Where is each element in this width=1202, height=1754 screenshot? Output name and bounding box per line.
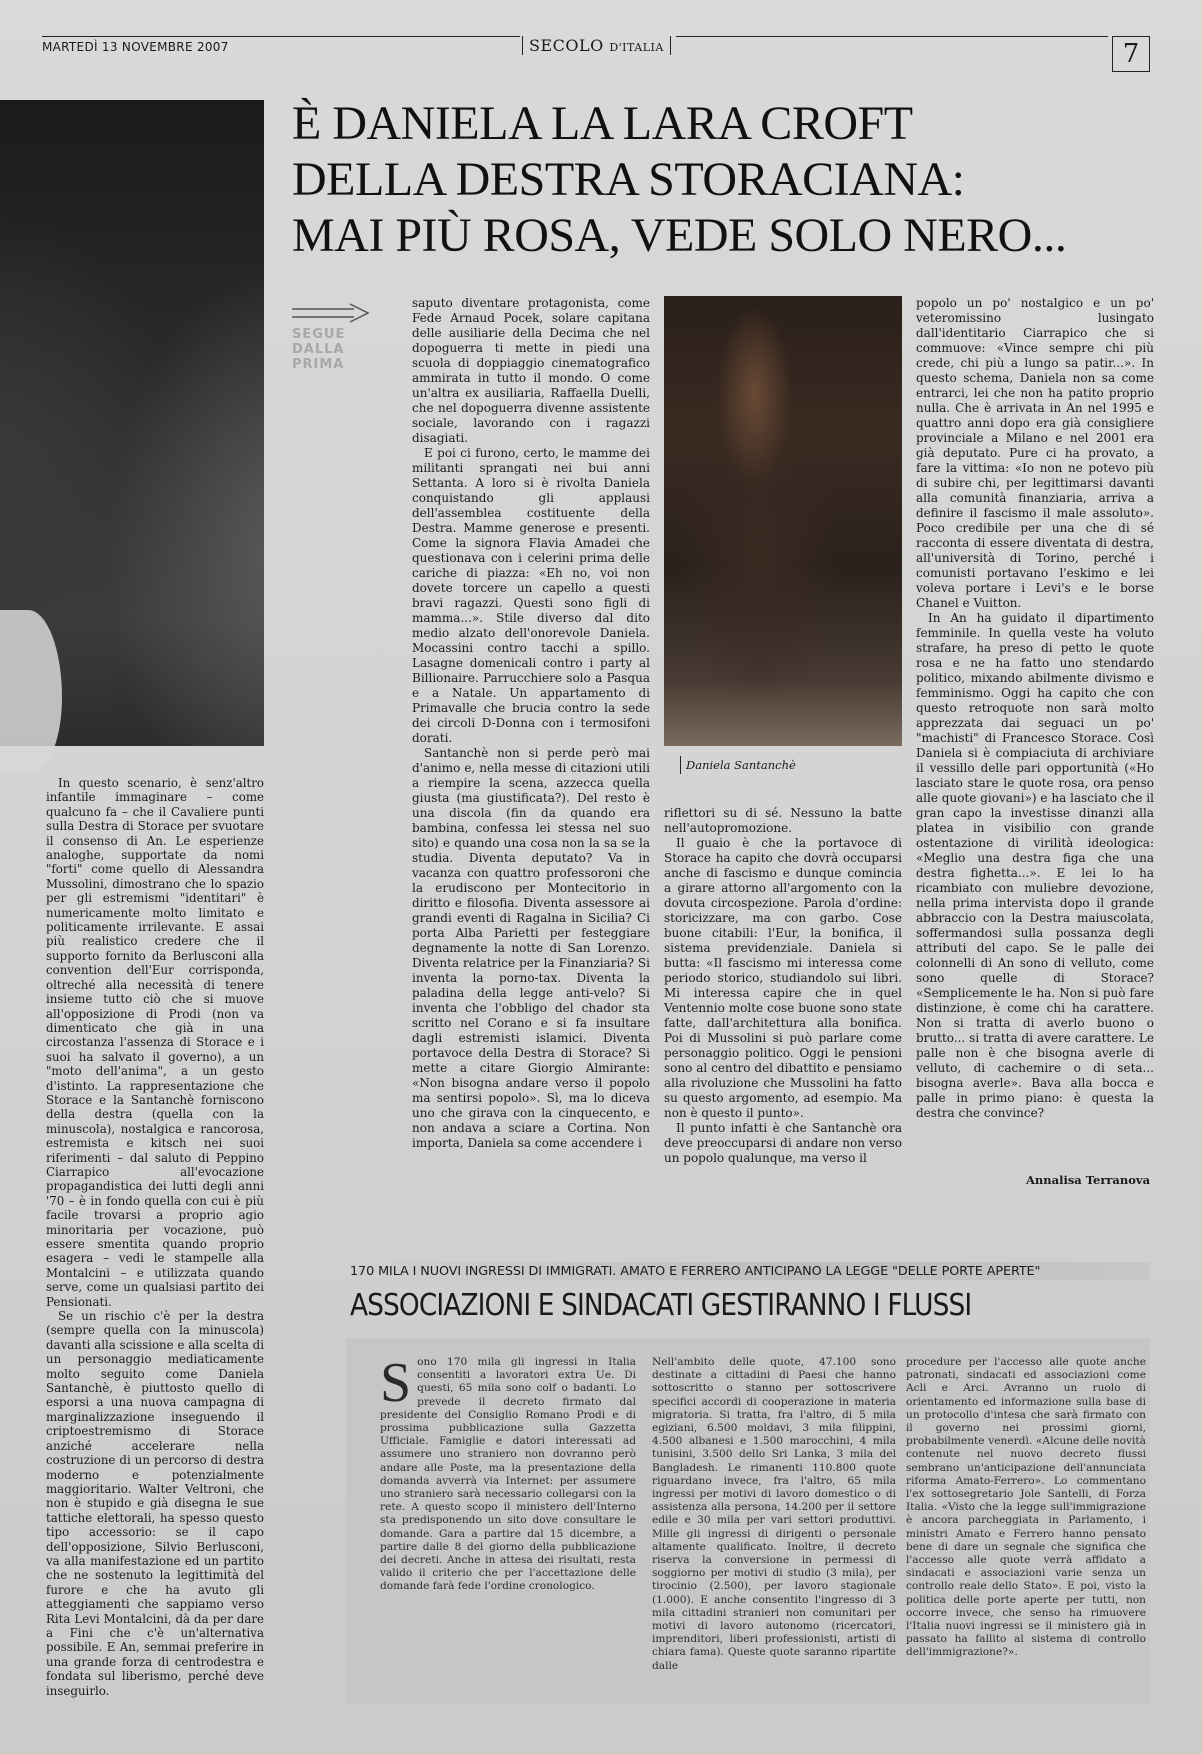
- masthead: [522, 36, 671, 55]
- continued-from-front-tag: [292, 303, 380, 372]
- second-article-col1: [380, 1352, 636, 1594]
- article-column-right: [916, 296, 1154, 1121]
- paragraph: saputo diventare protagonista, come Fede Arnaud Pocek, solare capitana delle ausiliarie della Decima che nel dopoguerra ti mette in piedi una scuola di doppiaggio cinematografico ammirata in tutto il mondo. O come un'altra ex ausiliaria, Raffaella Duelli, che nel dopoguerra divenne assistente sociale, lavorando con i ragazzi disagiati.: [412, 296, 650, 445]
- paragraph: Il guaio è che la portavoce di Storace ha capito che dovrà occuparsi anche di fascismo e dunque comincia a girare attorno all'argomento con la dovuta circospezione. Parola d'ordine: storicizzare, ma con garbo. Cose buone citabili: l'Eur, la bonifica, il sistema previdenziale. Daniela si butta: «Il fascismo mi interessa come periodo storico, studiandolo sui libri. Mi interessa capire che in quel Ventennio molte cose buone sono state fatte, dall'architettura alla bonifica. Poi di Mussolini si può parlare come personaggio politico. Oggi le pensioni sono al centro del dibattito e pensiamo alla rivoluzione che Mussolini ha fatto su questo argomento, ad esempio. Ma non è questo il punto».: [664, 836, 902, 1120]
- photo-left: [0, 100, 264, 746]
- paragraph: procedure per l'accesso alle quote anche patronati, sindacati ed associazioni come Acli e Arci. Avranno un ruolo di orientamento ed informazione sulla base di un protocollo d'intesa che sarà firmato con il governo nei prossimi giorni, probabilmente venerdì. «Alcune delle novità contenute nel nuovo decreto flussi sembrano un'anticipazione dell'annunciata riforma Amato-Ferrero». Lo commentano l'ex sottosegretario Jole Santelli, di Forza Italia. «Visto che la legge sull'immigrazione è ancora parcheggiata in Parlamento, i ministri Amato e Ferrero hanno pensato bene di dare un segnale che significa che l'accesso alle quote verrà affidato a sindacati e associazioni varie senza un controllo reale dello Stato». E poi, visto la politica delle porte aperte per tutti, non occorre invece, che senso ha rimuovere l'Italia nuovi ingressi se il ministero già in passato ha fallito al sistema di controllo dell'immigrazione?».: [906, 1356, 1146, 1659]
- paragraph: ono 170 mila gli ingressi in Italia consentiti a lavoratori extra Ue. Di questi, 65 mila sono colf o badanti. Lo prevede il decreto firmato dal presidente del Consiglio Romano Prodi e di prossima pubblicazione sulla Gazzetta Ufficiale. Famiglie e datori interessati ad assumere uno straniero non dovranno però andare alle Poste, ma la presentazione della domanda avverrà via Internet: per assumere uno straniero sarà necessario collegarsi con la rete. A questo scopo il ministero dell'Interno sta predisponendo un sito dove consultare le domande. Gara a partire dal 15 dicembre, a partire dalle 8 del giorno della pubblicazione dei decreti. Anche in attesa dei risultati, resta valido il criterio che per l'accettazione delle domande farà fede l'ordine cronologico.: [380, 1356, 636, 1593]
- paragraph: Nell'ambito delle quote, 47.100 sono destinate a cittadini di Paesi che hanno sottoscritto o stanno per sottoscrivere specifici accordi di cooperazione in materia migratoria. Si tratta, fra l'altro, di 5 mila egiziani, 6.500 moldavi, 3 mila filippini, 4.500 albanesi e 1.500 marocchini, 4 mila tunisini, 3.500 dello Sri Lanka, 3 mila del Bangladesh. Le rimanenti 110.800 quote riguardano invece, fra l'altro, 65 mila ingressi per motivi di lavoro domestico o di assistenza alla persona, 14.200 per il settore edile e 30 mila per vari settori produttivi. Mille gli ingressi di dirigenti o personale altamente qualificato. Inoltre, il decreto riserva la conversione in permessi di soggiorno per motivi di studio (3 mila), per tirocinio (2.500), per lavoro stagionale (1.000). E anche consentito l'ingresso di 3 mila cittadini stranieri non comunitari per motivi di lavoro autonomo (ricercatori, imprenditori, liberi professionisti, artisti di chiara fama). Queste quote saranno ripartite dalle: [652, 1356, 896, 1672]
- second-article-title: ASSOCIAZIONI E SINDACATI GESTIRANNO I FLUSSI: [350, 1288, 972, 1323]
- paragraph: In An ha guidato il dipartimento femminile. In quella veste ha voluto strafare, ha preso di petto le quote rosa e ne ha fatto uno stendardo politico, mixando abilmente divismo e femminismo. Oggi ha capito che con questo retroquote non sarà molto apprezzata dai seguaci un po' "machisti" di Francesco Storace. Così Daniela si è compiaciuta di archiviare il vessillo delle pari opportunità («Ho lasciato stare le quote rosa, ora penso alle quote giovani») e ha lasciato che il gran capo la investisse dinanzi alla platea in visibilio con grande ostentazione di virilità ideologica: «Meglio una destra figa che una destra fighetta...». E lei lo ha ricambiato con muliebre devozione, nella prima intervista dopo il grande abbraccio con la Destra maiuscolata, soffermandosi sulla possanza degli attributi del capo. Se le palle dei colonnelli di An sono di velluto, come sono quelle di Storace? «Semplicemente le ha. Non si può fare distinzione, è come chi ha carattere. Non si tratta di averlo buono o brutto... si tratta di avere carattere. Le palle non è che bisogna averle di velluto, di cachemire o di seta... bisogna averle». Bava alla bocca e palle in primo piano: è questa la destra che convince?: [916, 611, 1154, 1120]
- paragraph: Se un rischio c'è per la destra (sempre quella con la minuscola) davanti alla scissione e alla scelta di un personaggio mediaticamente molto seguito come Daniela Santanchè, è piuttosto quello di esporsi a una nuova campagna di marginalizzazione inseguendo il criptoestremismo di Storace anziché accelerare nella costruzione di un percorso di destra moderno e potenzialmente maggioritario. Walter Veltroni, che non è stupido e già disegna le sue tattiche elettorali, ha spesso questo tipo accessorio: se il capo dell'opposizione, Silvio Berlusconi, va alla manifestazione ed un partito che ne sostenuto la legittimità del furore e che ha avuto gli atteggiamenti che sappiamo verso Rita Levi Montalcini, dà da per dare a Fini che c'è un'alternativa possibile. E An, semmai preferire in una grande forza di centrodestra e fondata sul liberismo, perché deve inseguirlo.: [46, 1309, 264, 1698]
- segue-line: DALLA: [292, 342, 345, 357]
- second-article-col2: [652, 1356, 896, 1673]
- photo-daniela-santanche: [664, 296, 902, 746]
- headline: [292, 96, 1172, 264]
- photo-caption: Daniela Santanchè: [686, 758, 796, 772]
- arrow-right-icon: [292, 303, 382, 323]
- segue-line: PRIMA: [292, 357, 345, 372]
- paragraph: riflettori su di sé. Nessuno la batte nell'autopromozione.: [664, 806, 902, 835]
- headline-line: DELLA DESTRA STORACIANA:: [292, 153, 965, 206]
- article-column-under-photo: [664, 806, 902, 1166]
- masthead-title: SECOLO: [529, 36, 604, 55]
- paragraph: Santanchè non si perde però mai d'animo e, nella messe di citazioni utili a riempire la scena, azzecca quella giusta (ma giustificata?). Del resto è una discola (fin da quando era bambina, confessa lei stessa nel suo sito) e quando una cosa non la sa se la studia. Diventa deputato? Va in vacanza con quattro professoroni che la erudiscono per Montecitorio in diritto e filosofia. Diventa assessore ai grandi eventi di Ragalna in Sicilia? Ci porta Alba Parietti per festeggiare degnamente la notte di San Lorenzo. Diventa relatrice per la Finanziaria? Si inventa la porno-tax. Diventa la paladina della legge anti-velo? Si inventa che l'obbligo del chador sta scritto nel Corano e si fa insultare dagli estremisti islamici. Diventa portavoce della Destra di Storace? Si mette a citare Giorgio Almirante: «Non bisogna andare verso il popolo ma sentirsi popolo». Sì, ma lo diceva uno che girava con la cinquecento, e non andava a sciare a Cortina. Non importa, Daniela sa come accendere i: [412, 746, 650, 1150]
- page-number: 7: [1112, 36, 1150, 72]
- article-column-center: [412, 296, 650, 1151]
- segue-line: SEGUE: [292, 327, 346, 342]
- paragraph: popolo un po' nostalgico e un po' veteromissino lusingato dall'identitario Ciarrapico che si commuove: «Vince sempre chi più crede, chi più a lungo sa patir...». In questo schema, Daniela non sa come entrarci, lei che non ha patito proprio nulla. Che è arrivata in An nel 1995 e quattro anni dopo era già consigliere provinciale a Milano e nel 2001 era già deputato. Pure ci ha provato, a fare la vittima: «Io non ne potevo più di subire chi, per legittimarsi davanti alla comunità finanziaria, arriva a definire il fascismo il male assoluto». Poco credibile per una che di sé racconta di essere diventata di destra, all'università di Torino, perché i comunisti portavano l'eskimo e lei voleva portare i Levi's e le borse Chanel e Vuitton.: [916, 296, 1154, 610]
- headline-line: MAI PIÙ ROSA, VEDE SOLO NERO...: [292, 209, 1067, 262]
- headline-line: È DANIELA LA LARA CROFT: [292, 97, 913, 150]
- masthead-sub: D'ITALIA: [609, 41, 664, 54]
- paragraph: E poi ci furono, certo, le mamme dei militanti sprangati nei bui anni Settanta. A loro si è rivolta Daniela conquistando gli applausi dell'assemblea costituente della Destra. Mamme generose e presenti. Come la signora Flavia Amadei che questionava con i celerini prima delle cariche di piazza: «Eh no, voi non dovete torcere un capello a questi bravi ragazzi. Questi sono figli di mamma...». Stile diverso dal dito medio alzato dell'onorevole Daniela. Mocassini contro tacchi a spillo. Lasagne domenicali contro i party al Billionaire. Parrucchiere solo a Pasqua e a Natale. Un appartamento di Primavalle che brucia contro la sede dei circoli D-Donna con i termosifoni dorati.: [412, 446, 650, 745]
- article-column-left: [46, 776, 264, 1698]
- header-rule-right: [676, 36, 1108, 37]
- header-rule-left: [42, 36, 520, 37]
- issue-date: MARTEDÌ 13 NOVEMBRE 2007: [42, 40, 229, 54]
- second-article-kicker: 170 MILA I NUOVI INGRESSI DI IMMIGRATI. AMATO E FERRERO ANTICIPANO LA LEGGE "DELLE PORTE APERTE": [350, 1264, 1041, 1279]
- drop-cap: S: [380, 1352, 412, 1414]
- caption-rule: [680, 756, 681, 774]
- photo-left-highlight: [0, 610, 62, 770]
- second-article-col3: [906, 1356, 1146, 1660]
- paragraph: Il punto infatti è che Santanchè ora deve preoccuparsi di andare non verso un popolo qualunque, ma verso il: [664, 1121, 902, 1165]
- author-signature: Annalisa Terranova: [1026, 1173, 1151, 1187]
- paragraph: In questo scenario, è senz'altro infantile immaginare – come qualcuno fa – che il Cavaliere punti sulla Destra di Storace per svuotare il consenso di An. Le esperienze analoghe, supportate da nomi "forti" come quello di Alessandra Mussolini, dimostrano che lo spazio per gli estremismi "identitari" è numericamente molto limitato e politicamente irrilevante. E assai più realistico credere che il supporto fornito da Berlusconi alla convention dell'Eur corrisponda, oltreché alla necessità di tenere insieme tutto ciò che si muove all'opposizione di Prodi (non va dimenticato che già in una circostanza l'assenza di Storace e i suoi ha salvato il governo), a un "moto dell'anima", a un gesto d'istinto. La rappresentazione che Storace e la Santanchè forniscono della destra (quella con la minuscola), nostalgica e rancorosa, estremista e kitsch nei suoi riferimenti – dal saluto di Peppino Ciarrapico all'evocazione propagandistica dei lutti degli anni '70 – è in fondo quella con cui è più facile trovarsi a proprio agio minoritaria per vocazione, può essere smentita quando proprio esagera – vedi le stampelle alla Montalcini – e utilizzata quando serve, come un qualsiasi partito dei Pensionati.: [46, 776, 264, 1309]
